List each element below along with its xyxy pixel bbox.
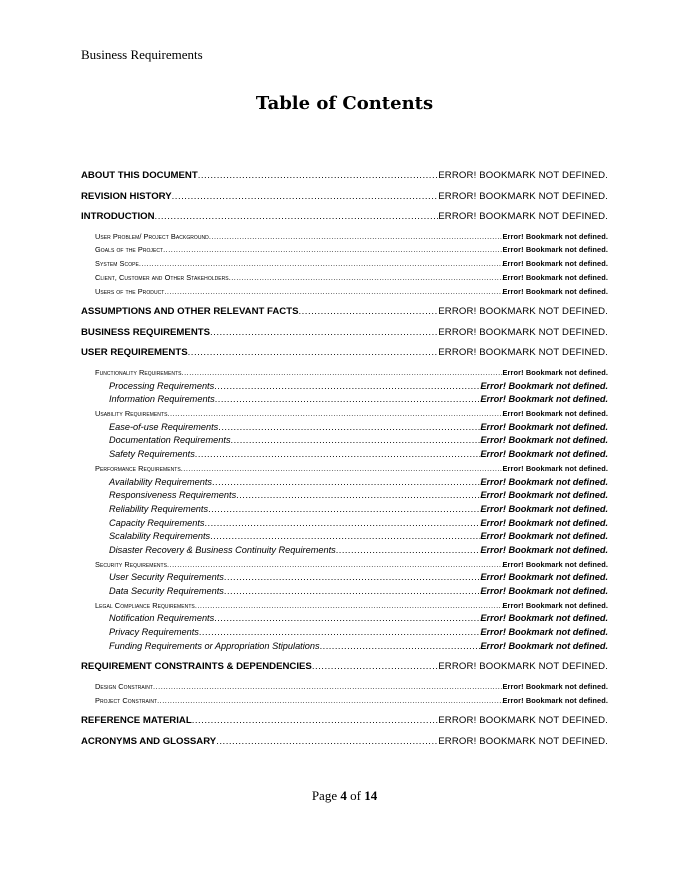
toc-entry-page-ref: Error! Bookmark not defined. [502, 559, 608, 569]
toc-entry[interactable] [81, 207, 608, 228]
toc-leader-dots [210, 323, 438, 344]
toc-entry-label: Privacy Requirements [109, 627, 199, 638]
toc-entry-page-ref: Error! Bookmark not defined. [502, 272, 608, 282]
toc-leader-dots [214, 380, 480, 394]
toc-entry[interactable] [81, 489, 608, 503]
toc-entry-label: ASSUMPTIONS AND OTHER RELEVANT FACTS [81, 306, 299, 318]
toc-entry-label: USER REQUIREMENTS [81, 347, 188, 359]
toc-leader-dots [224, 571, 480, 585]
toc-leader-dots [214, 612, 480, 626]
toc-entry-label: Information Requirements [109, 394, 215, 405]
total-page-count: 14 [364, 788, 378, 803]
toc-entry[interactable] [81, 612, 608, 626]
toc-entry[interactable] [81, 680, 608, 694]
toc-entry[interactable] [81, 585, 608, 599]
toc-entry-label: Usability Requirements [95, 409, 168, 419]
toc-entry-page-ref: Error! Bookmark not defined. [480, 476, 608, 487]
toc-entry-label: REQUIREMENT CONSTRAINTS & DEPENDENCIES [81, 661, 312, 673]
toc-entry-page-ref: ERROR! BOOKMARK NOT DEFINED. [438, 170, 608, 181]
toc-entry-page-ref: Error! Bookmark not defined. [502, 245, 608, 255]
toc-entry-page-ref: ERROR! BOOKMARK NOT DEFINED. [438, 306, 608, 318]
toc-entry[interactable] [81, 558, 608, 572]
toc-leader-dots [181, 462, 503, 476]
toc-leader-dots [231, 434, 481, 448]
toc-entry-page-ref: Error! Bookmark not defined. [480, 490, 608, 501]
toc-entry[interactable] [81, 711, 608, 732]
toc-leader-dots [139, 257, 503, 271]
toc-entry-page-ref: ERROR! BOOKMARK NOT DEFINED. [438, 661, 608, 673]
toc-entry-page-ref: Error! Bookmark not defined. [502, 286, 608, 296]
toc-leader-dots [312, 657, 438, 678]
toc-entry-page-ref: Error! Bookmark not defined. [480, 544, 608, 555]
toc-entry-page-ref: Error! Bookmark not defined. [480, 394, 608, 405]
toc-entry-page-ref: ERROR! BOOKMARK NOT DEFINED. [438, 347, 608, 359]
toc-leader-dots [188, 343, 439, 364]
toc-entry[interactable] [81, 271, 608, 285]
toc-entry-page-ref: Error! Bookmark not defined. [480, 421, 608, 432]
toc-entry-page-ref: ERROR! BOOKMARK NOT DEFINED. [438, 211, 608, 223]
toc-entry-label: Client, Customer and Other Stakeholders [95, 272, 229, 282]
toc-leader-dots [155, 207, 439, 228]
page-number-of: of [350, 788, 361, 803]
page-footer [0, 788, 689, 804]
toc-entry-label: Availability Requirements [109, 476, 212, 487]
page-title: Table of Contents [255, 93, 434, 114]
toc-entry-page-ref: Error! Bookmark not defined. [480, 380, 608, 391]
toc-entry[interactable] [81, 230, 608, 244]
toc-entry[interactable] [81, 732, 608, 753]
toc-entry-page-ref: Error! Bookmark not defined. [480, 627, 608, 638]
toc-leader-dots [218, 421, 480, 435]
toc-entry[interactable] [81, 257, 608, 271]
toc-entry[interactable] [81, 503, 608, 517]
toc-leader-dots [195, 448, 481, 462]
toc-leader-dots [210, 530, 480, 544]
toc-leader-dots [215, 393, 481, 407]
toc-leader-dots [298, 302, 438, 323]
toc-entry-label: Goals of the Project [95, 245, 164, 255]
toc-entry-label: ACRONYMS AND GLOSSARY [81, 736, 217, 747]
toc-entry[interactable] [81, 476, 608, 490]
page-header: Business Requirements [81, 47, 203, 62]
toc-entry-label: Safety Requirements [109, 449, 195, 460]
toc-entry-page-ref: Error! Bookmark not defined. [502, 259, 608, 269]
toc-entry-label: Capacity Requirements [109, 517, 205, 528]
toc-entry-label: Ease-of-use Requirements [109, 421, 219, 432]
toc-entry[interactable] [81, 530, 608, 544]
toc-entry-page-ref: ERROR! BOOKMARK NOT DEFINED. [438, 715, 608, 727]
toc-leader-dots [195, 599, 503, 613]
toc-entry-label: Performance Requirements [95, 463, 181, 473]
toc-entry-label: INTRODUCTION [81, 211, 155, 223]
toc-leader-dots [236, 489, 480, 503]
toc-leader-dots [320, 640, 481, 654]
toc-entry[interactable] [81, 448, 608, 462]
toc-leader-dots [224, 585, 480, 599]
toc-entry-page-ref: Error! Bookmark not defined. [480, 640, 608, 651]
toc-entry-page-ref: Error! Bookmark not defined. [502, 368, 608, 377]
toc-leader-dots [208, 503, 480, 517]
toc-entry-page-ref: Error! Bookmark not defined. [502, 600, 608, 610]
toc-entry-page-ref: Error! Bookmark not defined. [502, 695, 608, 705]
current-page-number: 4 [340, 788, 347, 803]
toc-entry-label: Project Constraint [95, 695, 158, 705]
toc-entry[interactable] [81, 462, 608, 476]
toc-entry-label: ABOUT THIS DOCUMENT [81, 170, 198, 181]
toc-entry-label: Scalability Requirements [109, 531, 211, 542]
toc-entry[interactable] [81, 343, 608, 364]
toc-leader-dots [172, 187, 439, 208]
toc-entry[interactable] [81, 640, 608, 654]
toc-entry-label: Data Security Requirements [109, 586, 224, 596]
toc-entry[interactable] [81, 187, 608, 208]
toc-entry-page-ref: ERROR! BOOKMARK NOT DEFINED. [438, 326, 608, 338]
toc-entry-label: REVISION HISTORY [81, 190, 172, 202]
toc-entry-page-ref: Error! Bookmark not defined. [480, 572, 608, 583]
toc-entry[interactable] [81, 434, 608, 448]
toc-leader-dots [182, 366, 503, 380]
toc-leader-dots [153, 680, 503, 694]
toc-entry[interactable] [81, 380, 608, 394]
toc-entry[interactable] [81, 657, 608, 678]
toc-entry[interactable] [81, 285, 608, 299]
toc-entry[interactable] [81, 393, 608, 407]
toc-entry-page-ref: Error! Bookmark not defined. [502, 409, 608, 419]
toc-entry[interactable] [81, 571, 608, 585]
toc-entry-page-ref: Error! Bookmark not defined. [502, 682, 608, 692]
toc-entry-label: BUSINESS REQUIREMENTS [81, 326, 211, 338]
toc-entry[interactable] [81, 626, 608, 640]
toc-entry-label: User Problem/ Project Background [95, 231, 209, 241]
toc-entry[interactable] [81, 366, 608, 380]
toc-entry-page-ref: Error! Bookmark not defined. [480, 503, 608, 514]
toc-leader-dots [205, 517, 481, 531]
toc-leader-dots [198, 166, 438, 187]
toc-entry[interactable] [81, 517, 608, 531]
toc-leader-dots [209, 230, 503, 244]
toc-leader-dots [199, 626, 481, 640]
toc-entry[interactable] [81, 544, 608, 558]
toc-entry-label: Documentation Requirements [109, 435, 231, 446]
toc-entry-label: REFERENCE MATERIAL [81, 715, 192, 727]
toc-entry[interactable] [81, 421, 608, 435]
toc-entry-label: Functionality Requirements [95, 368, 182, 377]
toc-entry-page-ref: Error! Bookmark not defined. [480, 531, 608, 542]
page-number-prefix: Page [311, 788, 338, 803]
toc-entry[interactable] [81, 323, 608, 344]
toc-leader-dots [192, 711, 439, 732]
toc-entry-label: User Security Requirements [109, 572, 224, 583]
toc-leader-dots [167, 558, 503, 572]
toc-entry-page-ref: Error! Bookmark not defined. [480, 517, 608, 528]
toc-entry-label: Legal Compliance Requirements [95, 600, 195, 610]
toc-entry-label: Reliability Requirements [109, 503, 209, 514]
toc-entry-page-ref: Error! Bookmark not defined. [480, 613, 608, 624]
toc-entry-page-ref: Error! Bookmark not defined. [480, 435, 608, 446]
toc-entry-page-ref: Error! Bookmark not defined. [502, 231, 608, 241]
toc-leader-dots [167, 407, 502, 421]
toc-entry-label: System Scope [95, 259, 139, 269]
toc-leader-dots [212, 476, 480, 490]
toc-entry[interactable] [81, 694, 608, 708]
toc-entry[interactable] [81, 243, 608, 257]
toc-leader-dots [164, 285, 502, 299]
table-of-contents [81, 166, 608, 753]
toc-entry-label: Notification Requirements [109, 613, 215, 624]
toc-entry-label: Design Constraint [95, 682, 154, 692]
toc-entry-page-ref: ERROR! BOOKMARK NOT DEFINED. [438, 736, 608, 747]
toc-leader-dots [157, 694, 502, 708]
toc-entry-label: Funding Requirements or Appropriation Stipulations [109, 640, 320, 651]
toc-entry-page-ref: Error! Bookmark not defined. [480, 586, 608, 596]
toc-entry-label: Responsiveness Requirements [109, 490, 237, 501]
toc-entry[interactable] [81, 599, 608, 613]
toc-leader-dots [163, 243, 502, 257]
toc-entry-label: Processing Requirements [109, 380, 215, 391]
toc-entry-label: Disaster Recovery & Business Continuity Requirements [109, 544, 336, 555]
toc-leader-dots [336, 544, 481, 558]
toc-leader-dots [216, 732, 438, 753]
toc-entry-page-ref: Error! Bookmark not defined. [480, 449, 608, 460]
toc-entry-page-ref: ERROR! BOOKMARK NOT DEFINED. [438, 190, 608, 202]
toc-leader-dots [229, 271, 503, 285]
toc-entry[interactable] [81, 166, 608, 187]
toc-entry[interactable] [81, 407, 608, 421]
toc-entry-label: Security Requirements [95, 559, 167, 569]
toc-entry-label: Users of the Product [95, 286, 165, 296]
toc-entry-page-ref: Error! Bookmark not defined. [502, 463, 608, 473]
toc-entry[interactable] [81, 302, 608, 323]
